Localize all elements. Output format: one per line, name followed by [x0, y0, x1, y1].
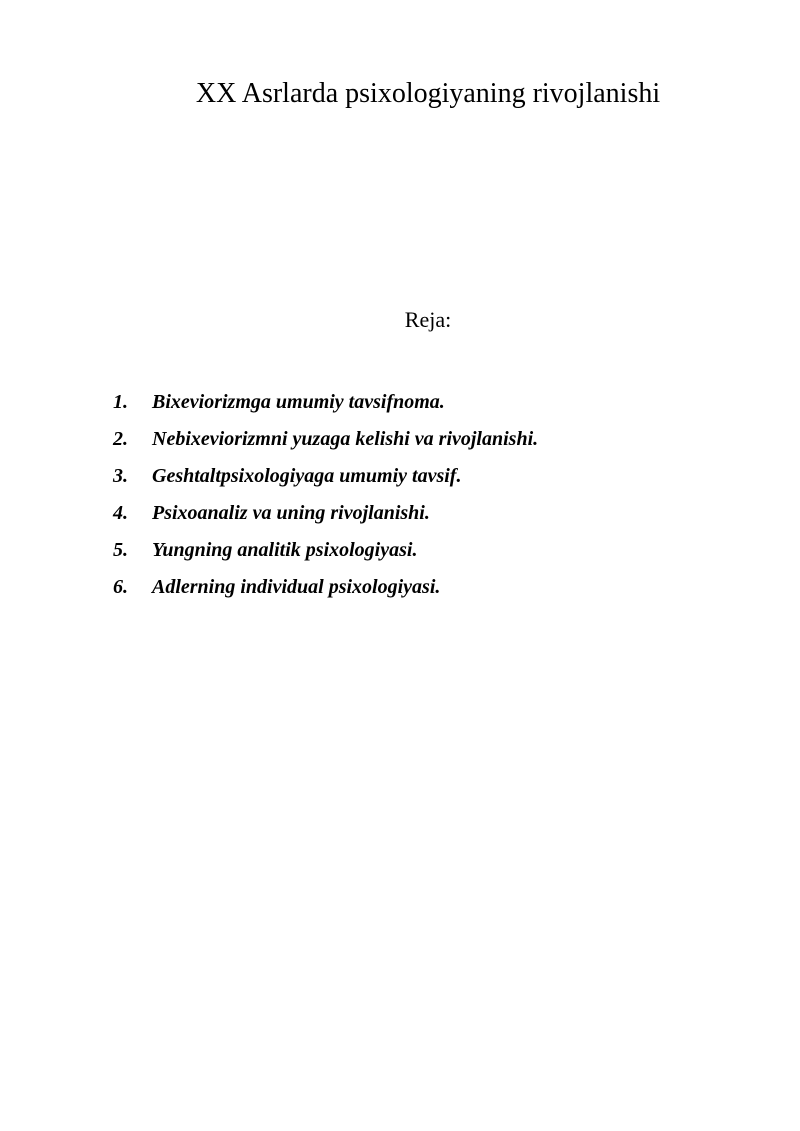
plan-item-text: Geshtaltpsixologiyaga umumiy tavsif. — [152, 465, 462, 487]
plan-item-1 — [113, 388, 538, 425]
plan-heading: Reja: — [404, 307, 452, 332]
plan-item-number: 1. — [113, 391, 128, 413]
plan-item-4 — [113, 499, 538, 536]
plan-list — [113, 388, 538, 610]
plan-item-number: 6. — [113, 576, 128, 598]
plan-item-2 — [113, 425, 538, 462]
plan-item-number: 5. — [113, 539, 128, 561]
plan-item-text: Nebixeviorizmni yuzaga kelishi va rivojlanishi. — [152, 428, 539, 450]
plan-item-text: Adlerning individual psixologiyasi. — [152, 576, 441, 598]
plan-item-3 — [113, 462, 538, 499]
plan-item-number: 4. — [113, 502, 128, 524]
plan-item-text: Yungning analitik psixologiyasi. — [152, 539, 418, 561]
plan-item-text: Psixoanaliz va uning rivojlanishi. — [152, 502, 430, 524]
plan-item-6 — [113, 573, 538, 610]
document-title: XX Asrlarda psixologiyaning rivojlanishi — [195, 78, 661, 109]
plan-item-text: Bixeviorizmga umumiy tavsifnoma. — [152, 391, 445, 413]
plan-item-number: 2. — [113, 428, 128, 450]
plan-item-number: 3. — [113, 465, 128, 487]
plan-item-5 — [113, 536, 538, 573]
